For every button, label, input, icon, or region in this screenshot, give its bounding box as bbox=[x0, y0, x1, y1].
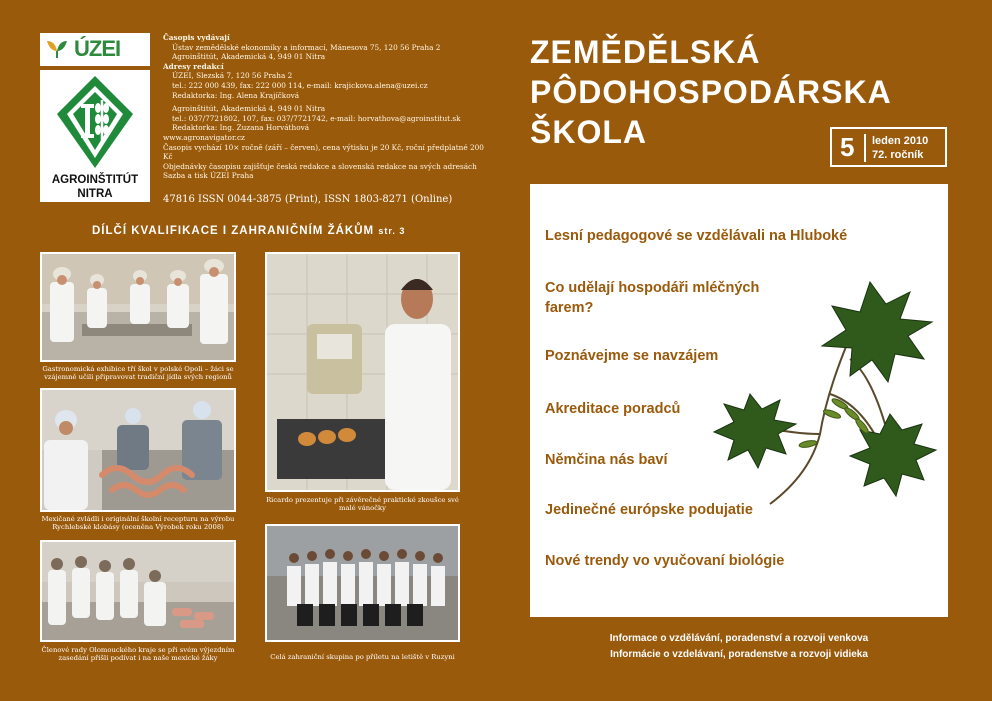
photo-sausage-making bbox=[40, 388, 236, 512]
print-line: Sazba a tisk ÚZEI Praha bbox=[163, 171, 254, 181]
frequency-line: Objednávky časopisu zajišťuje česká redakce a slovenská redakce na svých adresách bbox=[163, 161, 477, 171]
issue-date: leden 2010 bbox=[872, 135, 929, 147]
section-page-ref: str. 3 bbox=[378, 226, 406, 236]
agroinstitut-city: NITRA bbox=[77, 188, 113, 200]
publisher-line: Ústav zemědělské ekonomiky a informací, Mánesova 75, 120 56 Praha 2 bbox=[172, 42, 441, 52]
publisher-line: Agroinštitút, Akademická 4, 949 01 Nitra bbox=[172, 52, 326, 62]
footer-line-sk: Informácie o vzdelávaní, poradenstve a rozvoji vidieka bbox=[610, 649, 868, 660]
issue-divider bbox=[864, 134, 866, 162]
contents-item[interactable]: Nové trendy vo vyučovaní biológie bbox=[545, 553, 785, 569]
website-link[interactable]: www.agronavigator.cz bbox=[163, 132, 245, 142]
caption-council: Členové rady Olomouckého kraje se při svém výjezdním zasedání přišli podívat i na naše mexické žáky bbox=[41, 646, 235, 663]
photo-ricardo bbox=[265, 252, 460, 492]
imprint-block bbox=[163, 33, 493, 181]
photo-council-visit bbox=[40, 540, 236, 642]
caption-ricardo: Ricardo prezentuje při závěrečné praktické zkoušce své malé vánočky bbox=[266, 496, 459, 513]
uzei-logo bbox=[40, 33, 150, 66]
address-line: Agroinštitút, Akademická 4, 949 01 Nitra bbox=[172, 104, 326, 114]
address-line: ÚZEI, Slezská 7, 120 56 Praha 2 bbox=[172, 71, 293, 81]
agroinstitut-emblem-icon bbox=[55, 74, 135, 170]
footer-line-cz: Informace o vzdělávání, poradenství a rozvoji venkova bbox=[609, 633, 869, 644]
agroinstitut-name: AGROINŠTITÚT bbox=[51, 174, 139, 186]
issn-line: 47816 ISSN 0044-3875 (Print), ISSN 1803-8271 (Online) bbox=[163, 194, 453, 205]
agroinstitut-logo bbox=[40, 70, 150, 202]
photo-gastronomy-exhibition bbox=[40, 252, 236, 362]
address-label: Adresy redakcí bbox=[163, 61, 224, 71]
issue-badge bbox=[830, 127, 947, 167]
frequency-line: Časopis vychází 10× ročně (září – červen), cena výtisku je 20 Kč, roční předplatné 200 Kč bbox=[163, 142, 484, 162]
caption-airport: Celá zahraniční skupina po příletu na letiště v Ruzyni bbox=[270, 653, 455, 661]
uzei-logo-text: ÚZEI bbox=[74, 36, 121, 61]
issue-volume: 72. ročník bbox=[872, 149, 924, 161]
address-line: tel.: 037/7721802, 107, fax: 037/7721742, e-mail: horvathova@agroinstitut.sk bbox=[172, 113, 461, 123]
section-title-text: DÍLČÍ KVALIFIKACE I ZAHRANIČNÍM ŽÁKŮM bbox=[92, 225, 375, 237]
photo-group-airport bbox=[265, 524, 460, 642]
contents-item[interactable]: Akreditace poradců bbox=[545, 401, 681, 417]
section-title bbox=[92, 225, 405, 237]
address-line: tel.: 222 000 439, fax: 222 000 114, e-mail: krajickova.alena@uzei.cz bbox=[172, 80, 428, 90]
maple-leaf-illustration bbox=[710, 264, 940, 534]
publisher-label: Časopis vydávají bbox=[163, 33, 230, 42]
magazine-title-line: ŠKOLA bbox=[530, 114, 647, 150]
address-line: Redaktorka: Ing. Zuzana Horváthová bbox=[172, 123, 310, 133]
contents-panel bbox=[530, 184, 948, 617]
contents-item[interactable]: Lesní pedagogové se vzdělávali na Hluboké bbox=[545, 228, 848, 244]
contents-item[interactable]: farem? bbox=[545, 300, 594, 316]
contents-item[interactable]: Jedinečné európske podujatie bbox=[545, 502, 753, 518]
uzei-leaf-icon bbox=[46, 39, 68, 59]
caption-sausage: Mexičané zvládli i originální školní recepturu na výrobu Rychlebské klobásy (oceněna Výrobek roku 2008) bbox=[41, 515, 235, 532]
issue-number: 5 bbox=[840, 132, 855, 162]
caption-gastronomy: Gastronomická exhibice tří škol v polské Opoli – žáci se vzájemně učili připravovat tradiční jídla svých regionů bbox=[42, 365, 234, 382]
magazine-title-line: ZEMĚDĚLSKÁ bbox=[530, 34, 761, 70]
contents-item[interactable]: Co udělají hospodáři mléčných bbox=[545, 280, 760, 296]
contents-item[interactable]: Němčina nás baví bbox=[545, 452, 668, 468]
address-line: Redaktorka: Ing. Alena Krajíčková bbox=[172, 90, 300, 100]
contents-item[interactable]: Poznávejme se navzájem bbox=[545, 348, 719, 364]
magazine-title-line: PÔDOHOSPODÁRSKA bbox=[530, 74, 892, 110]
